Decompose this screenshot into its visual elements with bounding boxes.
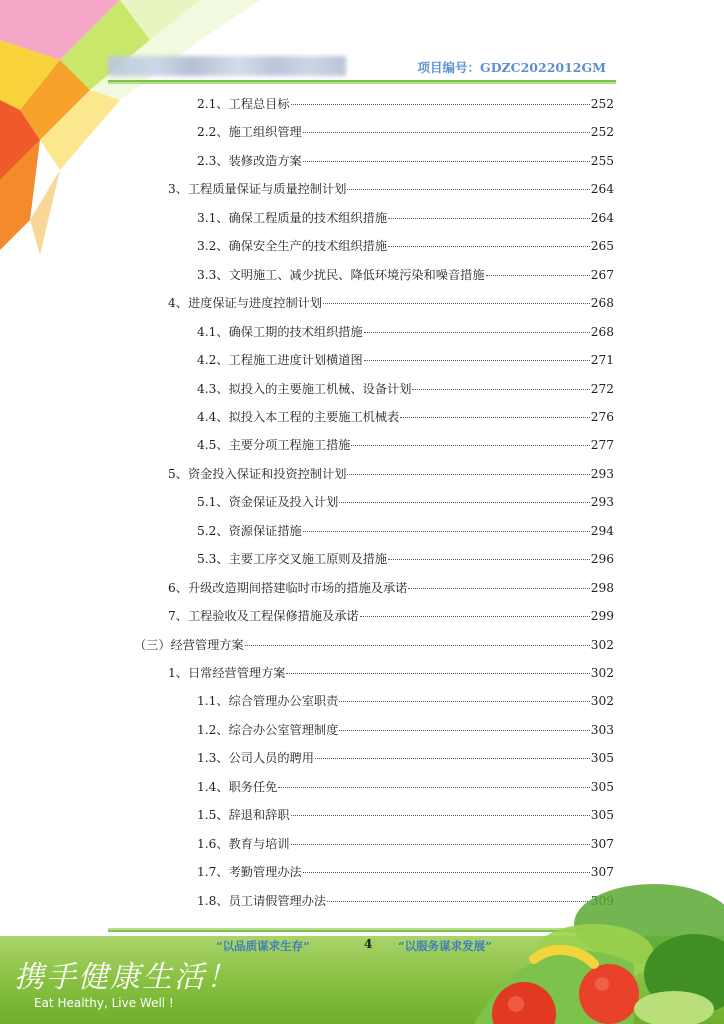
toc-entry-title: 3.3、文明施工、减少扰民、降低环境污染和噪音措施 xyxy=(197,268,485,282)
toc-dot-leader xyxy=(347,189,589,190)
toc-entry-title: 4.4、拟投入本工程的主要施工机械表 xyxy=(197,410,400,424)
toc-entry[interactable] xyxy=(197,409,614,425)
toc-dot-leader xyxy=(486,275,590,276)
toc-entry-page: 307 xyxy=(590,837,614,851)
toc-dot-leader xyxy=(278,787,589,788)
toc-entry-title: 4.5、主要分项工程施工措施 xyxy=(197,438,351,452)
brand-slogan-en: Eat Healthy, Live Well ! xyxy=(34,996,174,1010)
toc-dot-leader xyxy=(351,445,589,446)
toc-entry[interactable] xyxy=(197,523,614,539)
toc-entry-title: 2.1、工程总目标 xyxy=(197,97,290,111)
toc-entry-page: 255 xyxy=(590,154,614,168)
toc-dot-leader xyxy=(412,389,589,390)
toc-entry-page: 277 xyxy=(590,438,614,452)
toc-entry-page: 305 xyxy=(590,751,614,765)
toc-entry-page: 265 xyxy=(590,239,614,253)
header-divider xyxy=(108,80,616,84)
toc-entry-page: 276 xyxy=(590,410,614,424)
slogan-left: “以品质谋求生存” xyxy=(216,939,310,953)
project-number: 项目编号：GDZC2022012GM xyxy=(417,60,606,75)
toc-entry[interactable] xyxy=(197,779,614,795)
toc-entry[interactable] xyxy=(197,836,614,852)
toc-entry-page: 305 xyxy=(590,808,614,822)
toc-entry-page: 302 xyxy=(590,666,614,680)
toc-entry-title: 6、升级改造期间搭建临时市场的措施及承诺 xyxy=(168,581,408,595)
toc-entry-title: 3.2、确保安全生产的技术组织措施 xyxy=(197,239,388,253)
toc-dot-leader xyxy=(291,844,590,845)
toc-entry-page: 252 xyxy=(590,97,614,111)
toc-entry[interactable] xyxy=(197,551,614,567)
toc-entry-page: 299 xyxy=(590,609,614,623)
toc-entry-page: 264 xyxy=(590,211,614,225)
toc-entry-page: 294 xyxy=(590,524,614,538)
toc-dot-leader xyxy=(388,559,590,560)
toc-entry-title: 5.2、资源保证措施 xyxy=(197,524,302,538)
toc-dot-leader xyxy=(347,474,589,475)
toc-dot-leader xyxy=(245,645,590,646)
toc-entry[interactable] xyxy=(197,693,614,709)
toc-entry[interactable] xyxy=(197,267,614,283)
toc-dot-leader xyxy=(339,502,589,503)
toc-entry-title: 1.4、职务任免 xyxy=(197,780,278,794)
toc-entry-page: 272 xyxy=(590,382,614,396)
toc-entry-page: 252 xyxy=(590,125,614,139)
toc-entry-title: 1.2、综合办公室管理制度 xyxy=(197,723,339,737)
toc-entry[interactable] xyxy=(197,437,614,453)
toc-entry-title: 2.3、装修改造方案 xyxy=(197,154,302,168)
toc-entry-page: 305 xyxy=(590,780,614,794)
toc-entry-title: 5.3、主要工序交叉施工原则及措施 xyxy=(197,552,388,566)
toc-entry-title: 1.7、考勤管理办法 xyxy=(197,865,302,879)
company-name-redacted xyxy=(108,56,346,76)
toc-dot-leader xyxy=(315,758,590,759)
toc-entry[interactable] xyxy=(197,96,614,112)
toc-dot-leader xyxy=(291,815,590,816)
toc-entry-page: 268 xyxy=(590,296,614,310)
vegetables-image xyxy=(404,864,724,1024)
toc-entry-title: 7、工程验收及工程保修措施及承诺 xyxy=(168,609,359,623)
toc-entry[interactable] xyxy=(197,807,614,823)
toc-dot-leader xyxy=(286,673,589,674)
toc-entry-title: 4.3、拟投入的主要施工机械、设备计划 xyxy=(197,382,412,396)
toc-dot-leader xyxy=(303,161,590,162)
toc-dot-leader xyxy=(360,616,590,617)
toc-entry[interactable] xyxy=(197,750,614,766)
toc-entry[interactable] xyxy=(197,153,614,169)
toc-entry-page: 296 xyxy=(590,552,614,566)
toc-entry[interactable] xyxy=(168,181,614,197)
toc-entry-title: 1.1、综合管理办公室职责 xyxy=(197,694,339,708)
toc-dot-leader xyxy=(388,246,590,247)
toc-entry-title: 4、进度保证与进度控制计划 xyxy=(168,296,323,310)
toc-entry[interactable] xyxy=(197,124,614,140)
toc-entry-title: 3.1、确保工程质量的技术组织措施 xyxy=(197,211,388,225)
toc-entry[interactable] xyxy=(197,381,614,397)
toc-entry-page: 307 xyxy=(590,865,614,879)
toc-entry[interactable] xyxy=(168,580,614,596)
toc-dot-leader xyxy=(303,531,590,532)
toc-entry-title: 5、资金投入保证和投资控制计划 xyxy=(168,467,347,481)
toc-dot-leader xyxy=(303,132,590,133)
toc-entry-page: 302 xyxy=(590,638,614,652)
slogan-right: “以服务谋求发展” xyxy=(398,939,492,953)
toc-entry[interactable] xyxy=(197,494,614,510)
page-number: 4 xyxy=(364,937,373,951)
toc-entry[interactable] xyxy=(197,238,614,254)
toc-entry-title: 1.8、员工请假管理办法 xyxy=(197,894,327,908)
toc-dot-leader xyxy=(291,104,590,105)
toc-entry[interactable] xyxy=(168,466,614,482)
brand-slogan-cn: 携手健康生活！ xyxy=(14,960,238,995)
toc-dot-leader xyxy=(323,303,590,304)
toc-entry[interactable] xyxy=(168,608,614,624)
toc-dot-leader xyxy=(339,701,589,702)
toc-entry-page: 298 xyxy=(590,581,614,595)
toc-entry-title: 2.2、施工组织管理 xyxy=(197,125,302,139)
toc-entry-page: 268 xyxy=(590,325,614,339)
toc-dot-leader xyxy=(364,332,590,333)
toc-entry[interactable] xyxy=(197,324,614,340)
toc-entry-page: 264 xyxy=(590,182,614,196)
toc-entry-title: 3、工程质量保证与质量控制计划 xyxy=(168,182,347,196)
toc-dot-leader xyxy=(408,588,589,589)
toc-entry-page: 293 xyxy=(590,495,614,509)
toc-entry[interactable] xyxy=(168,295,614,311)
toc-entry-title: 1.3、公司人员的聘用 xyxy=(197,751,314,765)
toc-dot-leader xyxy=(400,417,590,418)
toc-entry-title: 4.1、确保工期的技术组织措施 xyxy=(197,325,363,339)
toc-entry-title: （三）经营管理方案 xyxy=(134,638,244,652)
toc-entry[interactable] xyxy=(197,722,614,738)
toc-entry-page: 267 xyxy=(590,268,614,282)
toc-dot-leader xyxy=(364,360,590,361)
toc-entry-page: 293 xyxy=(590,467,614,481)
toc-entry-title: 1.5、辞退和辞职 xyxy=(197,808,290,822)
toc-entry[interactable] xyxy=(197,352,614,368)
toc-entry-title: 1.6、教育与培训 xyxy=(197,837,290,851)
toc-entry-title: 1、日常经营管理方案 xyxy=(168,666,286,680)
toc-entry[interactable] xyxy=(134,637,614,653)
toc-entry-page: 271 xyxy=(590,353,614,367)
toc-entry-page: 302 xyxy=(590,694,614,708)
toc-entry-page: 303 xyxy=(590,723,614,737)
toc-entry-title: 4.2、工程施工进度计划横道图 xyxy=(197,353,363,367)
toc-dot-leader xyxy=(388,218,590,219)
toc-entry[interactable] xyxy=(168,665,614,681)
toc-entry-title: 5.1、资金保证及投入计划 xyxy=(197,495,339,509)
toc-dot-leader xyxy=(339,730,589,731)
toc-entry[interactable] xyxy=(197,210,614,226)
